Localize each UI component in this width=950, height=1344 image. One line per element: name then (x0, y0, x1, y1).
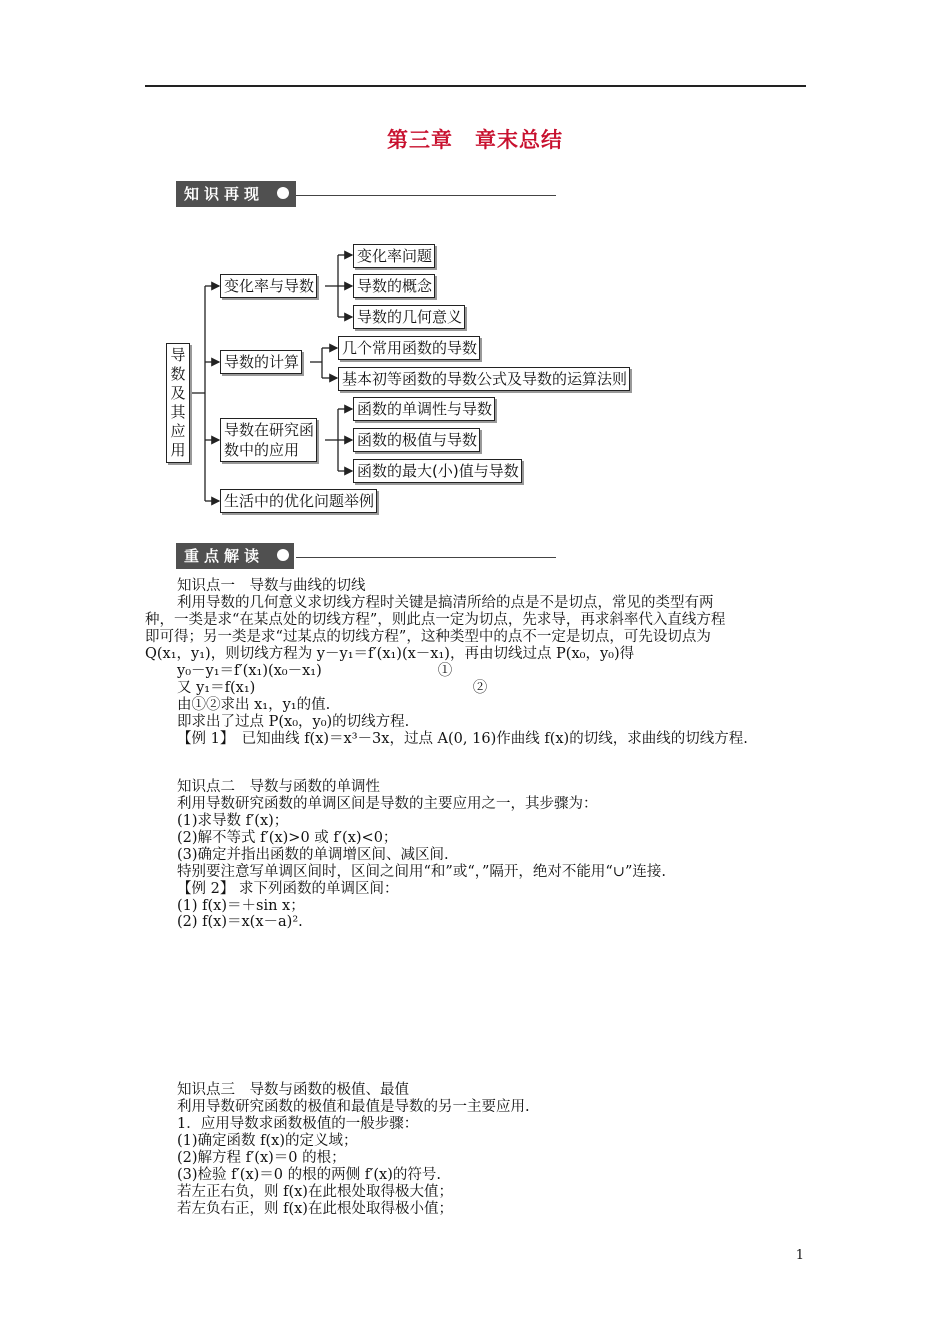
text-line: (1)求导数 f′(x)； (177, 813, 289, 829)
text-line: 利用导数研究函数的极值和最值是导数的另一主要应用. (177, 1099, 530, 1115)
tree-leaf: 导数的几何意义 (353, 305, 465, 329)
banner-line (296, 557, 556, 558)
section-heading: 知识点一 导数与曲线的切线 (177, 578, 366, 594)
text-line: 1．应用导数求函数极值的一般步骤： (177, 1116, 419, 1132)
text-line: (3)确定并指出函数的单调增区间、减区间. (177, 847, 449, 863)
section-heading: 知识点三 导数与函数的极值、最值 (177, 1082, 409, 1098)
root-char: 导 (170, 346, 186, 364)
branch-3-line-1: 导数在研究函 (224, 421, 315, 439)
section-heading: 知识点二 导数与函数的单调性 (177, 779, 380, 795)
page-title: 第三章 章末总结 (387, 127, 563, 152)
text-line: Q(x₁，y₁)，则切线方程为 y－y₁＝f′(x₁)(x－x₁)，再由切线过点 P(x₀，y₀)得 (145, 646, 635, 662)
text-line: 特别要注意写单调区间时，区间之间用“和”或“，”隔开，绝对不能用“∪”连接. (177, 864, 666, 880)
root-char: 数 (170, 365, 186, 383)
tree-leaf: 几个常用函数的导数 (338, 336, 480, 360)
page-number: 1 (795, 1248, 804, 1263)
tree-leaf: 函数的单调性与导数 (353, 397, 495, 421)
tree-leaf: 函数的最大(小)值与导数 (353, 459, 522, 483)
tree-branch-3 (220, 418, 317, 462)
text-line: (2) f(x)＝x(x－a)². (177, 914, 303, 930)
tree-leaf: 函数的极值与导数 (353, 428, 480, 452)
text-line: 种，一类是求“在某点处的切线方程”，则此点一定为切点，先求导，再求斜率代入直线方程 (145, 612, 726, 628)
text-line: 即求出了过点 P(x₀，y₀)的切线方程. (177, 714, 410, 730)
focus-banner (176, 543, 556, 569)
knowledge-banner-label: 知识再现 (176, 181, 296, 207)
root-char: 其 (170, 403, 186, 421)
focus-banner-label: 重点解读 (176, 543, 294, 569)
tree-leaf: 导数的概念 (353, 274, 435, 298)
example-line: 【例 2】 求下列函数的单调区间： (177, 881, 399, 897)
text-line: 若左正右负，则 f(x)在此根处取得极大值； (177, 1184, 453, 1200)
text-line: (3)检验 f′(x)＝0 的根的两侧 f′(x)的符号. (177, 1167, 442, 1183)
text-line: (2)解不等式 f′(x)>0 或 f′(x)<0； (177, 830, 398, 846)
text-line: (2)解方程 f′(x)＝0 的根； (177, 1150, 346, 1166)
example-line: 【例 1】 已知曲线 f(x)＝x³－3x，过点 A(0, 16)作曲线 f(x)的切线，求曲线的切线方程. (177, 731, 748, 747)
tree-branch-1: 变化率与导数 (220, 274, 317, 298)
text-line: 若左负右正，则 f(x)在此根处取得极小值； (177, 1201, 453, 1217)
text-line: 利用导数的几何意义求切线方程时关键是搞清所给的点是不是切点，常见的类型有两 (177, 595, 714, 611)
root-char: 及 (170, 384, 186, 402)
text-line: (1) f(x)＝＋sin x； (177, 898, 305, 914)
branch-3-line-2: 数中的应用 (224, 441, 300, 459)
root-char: 用 (170, 441, 186, 459)
text-line: 即可得；另一类是求“过某点的切线方程”，这种类型中的点不一定是切点，可先设切点为 (145, 629, 711, 645)
tree-root (166, 343, 190, 463)
tree-leaf: 变化率问题 (353, 244, 435, 268)
tree-branch-2: 导数的计算 (220, 350, 302, 374)
text-line: 利用导数研究函数的单调区间是导数的主要应用之一，其步骤为： (177, 796, 598, 812)
text-line: (1)确定函数 f(x)的定义域； (177, 1133, 358, 1149)
tree-leaf: 基本初等函数的导数公式及导数的运算法则 (338, 367, 630, 391)
formula-line: y₀－y₁＝f′(x₁)(x₀－x₁) ① (177, 663, 453, 679)
tree-branch-4: 生活中的优化问题举例 (220, 489, 377, 513)
formula-line: 又 y₁＝f(x₁) ② (177, 680, 488, 696)
root-char: 应 (170, 422, 186, 440)
banner-dot-icon (277, 549, 289, 561)
text-line: 由①②求出 x₁，y₁的值. (177, 697, 331, 713)
